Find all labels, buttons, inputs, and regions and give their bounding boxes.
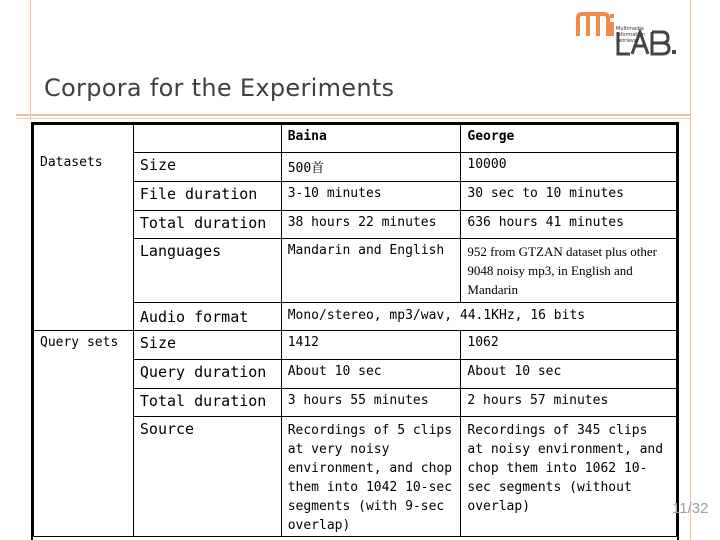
- header-george: George: [461, 125, 677, 153]
- table-row: [34, 331, 677, 360]
- george-cell: About 10 sec: [461, 360, 677, 389]
- attr-cell: Size: [133, 331, 281, 360]
- baina-cell: 3-10 minutes: [281, 182, 461, 211]
- baina-cell: 38 hours 22 minutes: [281, 211, 461, 239]
- logo-line-3: Retrieval: [616, 38, 639, 44]
- header-cell-empty-1: [34, 125, 134, 153]
- george-cell: Recordings of 345 clips at noisy environment, and chop them into 1062 10-sec segments (without overlap): [461, 417, 677, 537]
- george-cell: 30 sec to 10 minutes: [461, 182, 677, 211]
- baina-cell: About 10 sec: [281, 360, 461, 389]
- attr-cell: Source: [133, 417, 281, 537]
- group-label-datasets: Datasets: [34, 153, 134, 331]
- page-number: 11/32: [672, 500, 709, 517]
- attr-cell: File duration: [133, 182, 281, 211]
- table-header-row: [34, 125, 677, 153]
- baina-cell: 500首: [281, 153, 461, 182]
- george-cell: 952 from GTZAN dataset plus other 9048 noisy mp3, in English and Mandarin: [461, 239, 677, 303]
- baina-cell: Recordings of 5 clips at very noisy environment, and chop them into 1042 10-sec segments (with 9-sec overlap): [281, 417, 461, 537]
- corpora-table-container: [31, 122, 679, 540]
- attr-cell: Query duration: [133, 360, 281, 389]
- header-cell-empty-2: [133, 125, 281, 153]
- table-row: [34, 153, 677, 182]
- mirlab-logo: [576, 10, 680, 58]
- title-rule: [16, 114, 690, 116]
- baina-cell: 1412: [281, 331, 461, 360]
- george-cell: 10000: [461, 153, 677, 182]
- attr-cell: Total duration: [133, 389, 281, 417]
- frame-line-right: [690, 0, 691, 540]
- george-cell: 2 hours 57 minutes: [461, 389, 677, 417]
- attr-cell: Audio format: [133, 303, 281, 331]
- title-rule-thin: [16, 118, 690, 119]
- baina-cell: Mandarin and English: [281, 239, 461, 303]
- attr-cell: Total duration: [133, 211, 281, 239]
- frame-line-left: [30, 0, 31, 120]
- merged-cell: Mono/stereo, mp3/wav, 44.1KHz, 16 bits: [281, 303, 676, 331]
- header-baina: Baina: [281, 125, 461, 153]
- attr-cell: Size: [133, 153, 281, 182]
- attr-cell: Languages: [133, 239, 281, 303]
- slide-title: Corpora for the Experiments: [44, 74, 395, 102]
- group-label-query: Query sets: [34, 331, 134, 537]
- logo-line-2: Information: [616, 32, 645, 38]
- george-cell: 636 hours 41 minutes: [461, 211, 677, 239]
- logo-subtitle: [616, 26, 645, 44]
- corpora-table: [33, 124, 677, 537]
- logo-line-1: Multimedia: [616, 26, 644, 32]
- baina-cell: 3 hours 55 minutes: [281, 389, 461, 417]
- george-cell: 1062: [461, 331, 677, 360]
